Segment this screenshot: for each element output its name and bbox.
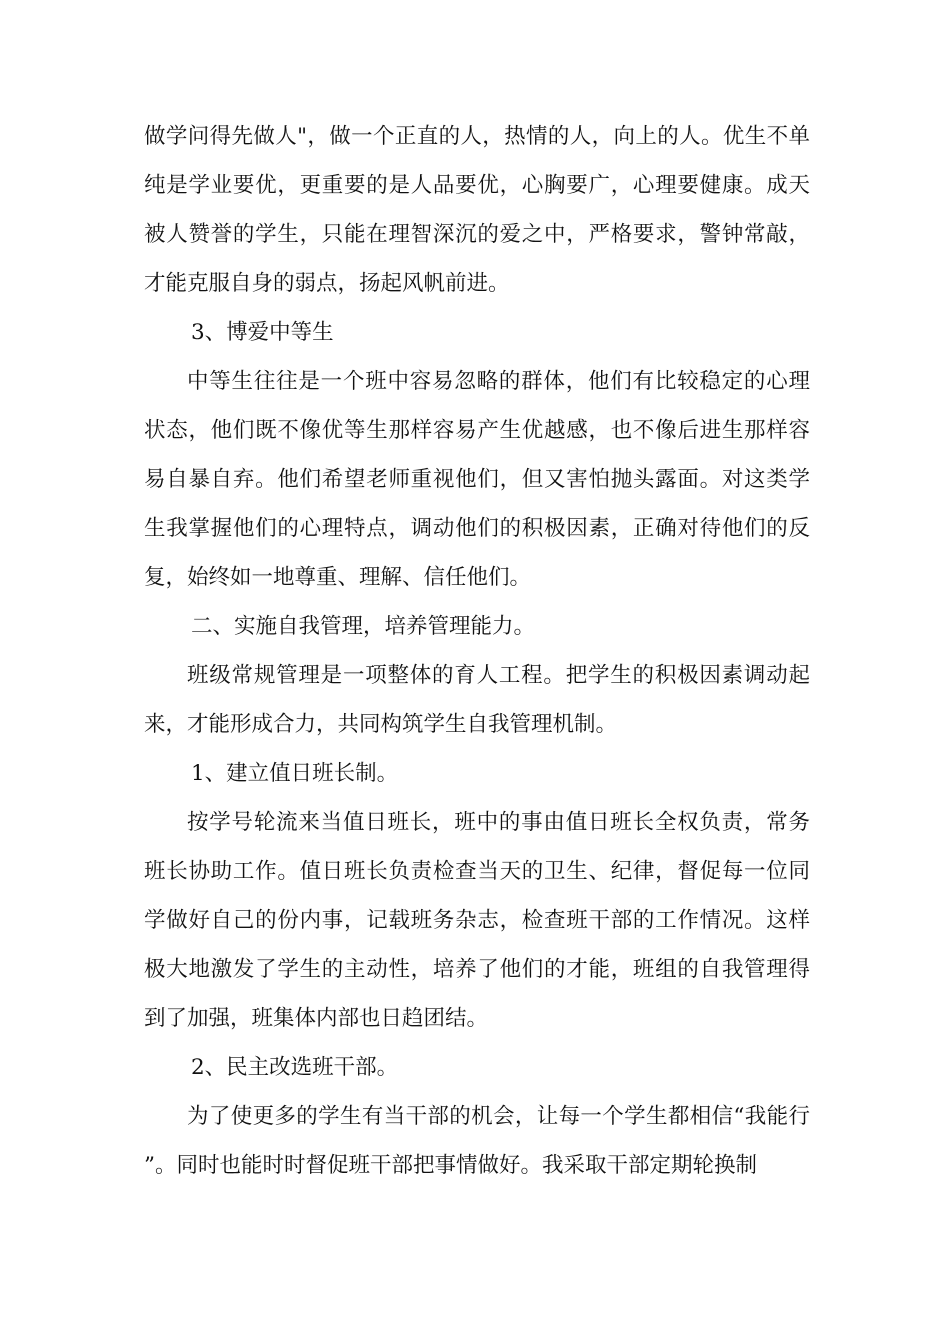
paragraph-election: 为了使更多的学生有当干部的机会，让每一个学生都相信“我能行”。同时也能时时督促班干部把事情做好。我采取干部定期轮换制	[144, 1104, 810, 1178]
section-heading-middle-students: 3、博爱中等生	[191, 320, 334, 345]
paragraph-class-management: 班级常规管理是一项整体的育人工程。把学生的积极因素调动起来，才能形成合力，共同构筑学生自我管理机制。	[144, 663, 810, 737]
paragraph-middle-students: 中等生往往是一个班中容易忽略的群体，他们有比较稳定的心理状态，他们既不像优等生那样容易产生优越感，也不像后进生那样容易自暴自弃。他们希望老师重视他们，但又害怕抛头露面。对这类学生我掌握他们的心理特点，调动他们的积极因素，正确对待他们的反复，始终如一地尊重、理解、信任他们。	[144, 369, 810, 590]
section-heading-self-management: 二、实施自我管理，培养管理能力。	[191, 614, 536, 639]
paragraph-moral-first: 做学问得先做人"，做一个正直的人，热情的人，向上的人。优生不单纯是学业要优，更重要的是人品要优，心胸要广，心理要健康。成天被人赞誉的学生，只能在理智深沉的爱之中，严格要求，警钟常敲，才能克服自身的弱点，扬起风帆前进。	[144, 124, 810, 296]
document-body	[144, 112, 810, 1190]
paragraph-duty-monitor: 按学号轮流来当值日班长，班中的事由值日班长全权负责，常务班长协助工作。值日班长负责检查当天的卫生、纪律，督促每一位同学做好自己的份内事，记载班务杂志，检查班干部的工作情况。这样极大地激发了学生的主动性，培养了他们的才能，班组的自我管理得到了加强，班集体内部也日趋团结。	[144, 810, 810, 1031]
section-heading-election: 2、民主改选班干部。	[191, 1055, 399, 1080]
section-heading-duty-monitor: 1、建立值日班长制。	[191, 761, 399, 786]
